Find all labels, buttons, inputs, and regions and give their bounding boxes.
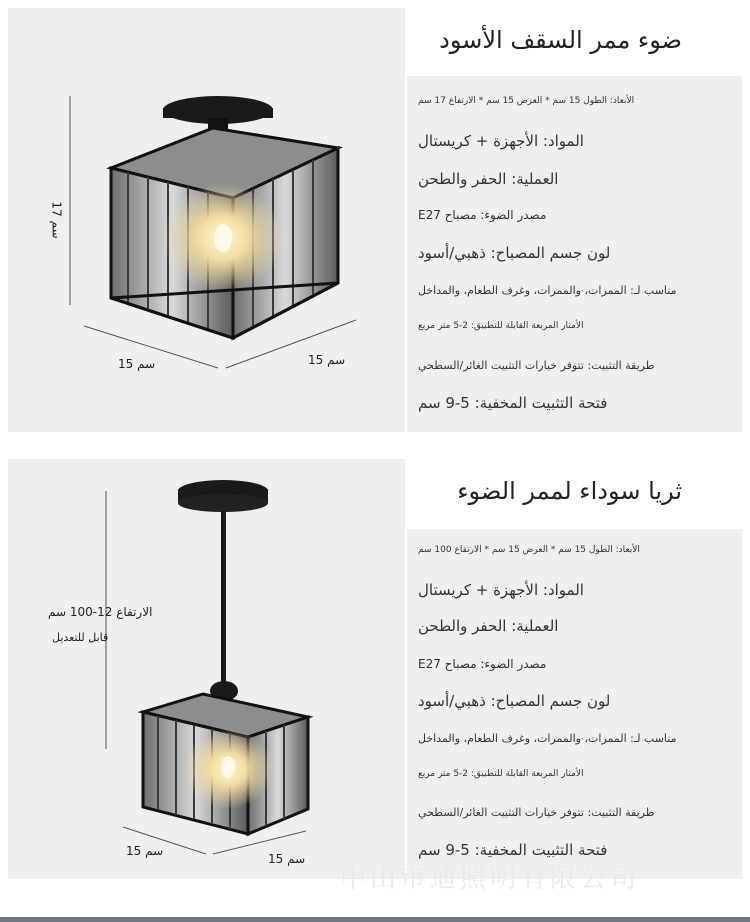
dimension-lines (8, 459, 408, 879)
spec-suitable: مناسب لـ: الممرات، والممرات، وغرف الطعام، والمداخل (418, 732, 677, 745)
spec-color: لون جسم المصباح: ذهبي/أسود (418, 692, 611, 710)
watermark: 中山市迪照明有限公司 (340, 864, 641, 894)
width-label: 15 سم (126, 844, 164, 858)
spec-dimensions: الأبعاد: الطول 15 سم * العرض 15 سم * الارتفاع 17 سم (418, 96, 635, 106)
spec-light-source: مصدر الضوء: مصباح E27 (418, 208, 547, 222)
title-band (407, 8, 742, 76)
spec-opening: فتحة التثبيت المخفية: 5-9 سم (418, 394, 608, 412)
spec-dimensions: الأبعاد: الطول 15 سم * العرض 15 سم * الارتفاع 100 سم (418, 545, 640, 555)
depth-label: 15 سم (308, 353, 346, 367)
spec-color: لون جسم المصباح: ذهبي/أسود (418, 244, 611, 262)
adjustable-label: قابل للتعديل (52, 631, 109, 644)
spec-process: العملية: الحفر والطحن (418, 617, 559, 635)
spec-light-source: مصدر الضوء: مصباح E27 (418, 657, 547, 671)
spec-suitable: مناسب لـ: الممرات، والممرات، وغرف الطعام، والمداخل (418, 284, 677, 297)
product-title: ضوء ممر السقف الأسود (439, 26, 682, 54)
spec-area: الأمتار المربعة القابلة للتطبيق: 2-5 متر مربع (418, 321, 584, 331)
width-label: 15 سم (118, 357, 156, 371)
product-panel-pendant (8, 459, 742, 879)
spec-install: طريقة التثبيت: تتوفر خيارات التثبيت الغائر/السطحي (418, 359, 655, 372)
height-label: الارتفاع 12-100 سم (48, 605, 153, 619)
depth-label: 15 سم (268, 852, 306, 866)
spec-area: الأمتار المربعة القابلة للتطبيق: 2-5 متر مربع (418, 769, 584, 779)
spec-material: المواد: الأجهزة + كريستال (418, 581, 584, 599)
product-panel-ceiling (8, 8, 742, 432)
spec-opening: فتحة التثبيت المخفية: 5-9 سم (418, 841, 608, 859)
spec-install: طريقة التثبيت: تتوفر خيارات التثبيت الغائر/السطحي (418, 806, 655, 819)
height-label: 17 سم (49, 201, 64, 239)
title-band (407, 459, 742, 529)
product-title: ثريا سوداء لممر الضوء (457, 477, 682, 505)
spec-process: العملية: الحفر والطحن (418, 170, 559, 188)
spec-material: المواد: الأجهزة + كريستال (418, 132, 584, 150)
footer-bar (0, 917, 750, 922)
dimension-lines (8, 8, 408, 432)
